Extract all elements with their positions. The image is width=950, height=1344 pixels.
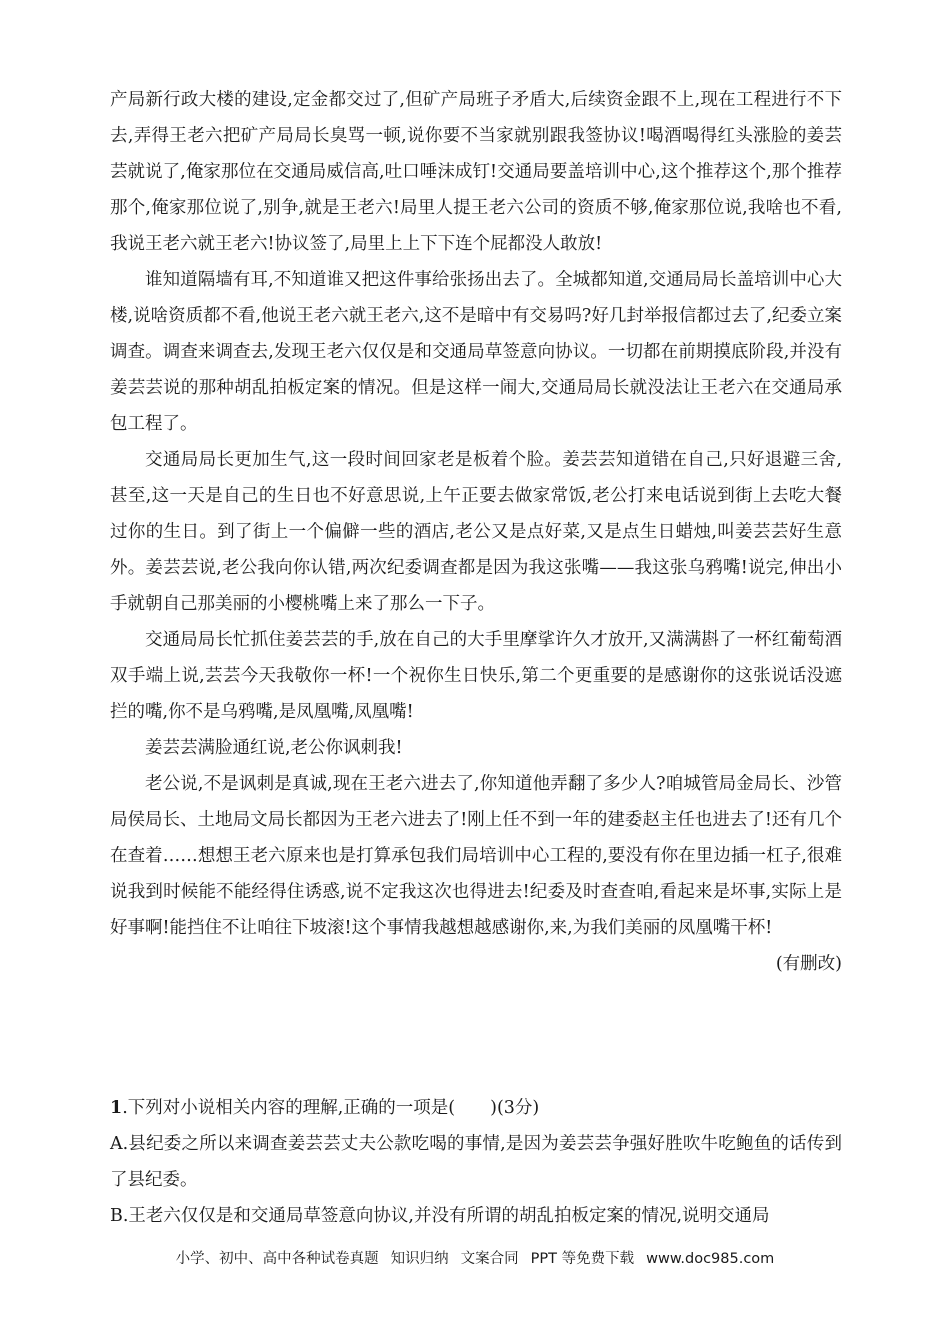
story-paragraph: 交通局局长更加生气,这一段时间回家老是板着个脸。姜芸芸知道错在自己,只好退避三舍,甚至,这一天是自己的生日也不好意思说,上午正要去做家常饭,老公打来电话说到街上去吃大餐过你的生日。到了街上一个偏僻一些的酒店,老公又是点好菜,又是点生日蜡烛,叫姜芸芸好生意外。姜芸芸说,老公我向你认错,两次纪委调查都是因为我这张嘴——我这张乌鸦嘴!说完,伸出小手就朝自己那美丽的小樱桃嘴上来了那么一下子。 [110,450,842,614]
story-paragraph: 交通局局长忙抓住姜芸芸的手,放在自己的大手里摩挲许久才放开,又满满斟了一杯红葡萄酒双手端上说,芸芸今天我敬你一杯!一个祝你生日快乐,第二个更重要的是感谢你的这张说话没遮拦的嘴,你不是乌鸦嘴,是凤凰嘴,凤凰嘴! [110,630,842,722]
story-paragraph: 姜芸芸满脸通红说,老公你讽刺我! [145,738,403,758]
story-paragraph: 谁知道隔墙有耳,不知道谁又把这件事给张扬出去了。全城都知道,交通局局长盖培训中心大楼,说啥资质都不看,他说王老六就王老六,这不是暗中有交易吗?好几封举报信都过去了,纪委立案调查。调查来调查去,发现王老六仅仅是和交通局草签意向协议。一切都在前期摸底阶段,并没有姜芸芸说的那种胡乱拍板定案的情况。但是这样一闹大,交通局局长就没法让王老六在交通局承包工程了。 [110,270,842,434]
question-option-a: A.县纪委之所以来调查姜芸芸丈夫公款吃喝的事情,是因为姜芸芸争强好胜吹牛吃鲍鱼的话传到了县纪委。 [110,1134,842,1190]
footer-item: 小学、初中、高中各种试卷真题 [175,1251,379,1267]
footer-item: 文案合同 [460,1251,519,1267]
question-number: 1 [110,1098,123,1118]
story-paragraph: 老公说,不是讽刺是真诚,现在王老六进去了,你知道他弄翻了多少人?咱城管局金局长、沙管局侯局长、土地局文局长都因为王老六进去了!刚上任不到一年的建委赵主任也进去了!还有几个在查着……想想王老六原来也是打算承包我们局培训中心工程的,要没有你在里边插一杠子,很难说我到时候能不能经得住诱惑,说不定我这次也得进去!纪委及时查查咱,看起来是坏事,实际上是好事啊!能挡住不让咱往下坡滚!这个事情我越想越感谢你,来,为我们美丽的凤凰嘴干杯! [110,774,842,938]
story-text [110,82,842,982]
question-block [110,1090,842,1234]
question-stem-text: .下列对小说相关内容的理解,正确的一项是( )(3分) [122,1098,540,1118]
footer-item: 知识归纳 [390,1251,449,1267]
question-stem [110,1090,842,1126]
source-note: (有删改) [775,954,842,974]
question-option-b: B.王老六仅仅是和交通局草签意向协议,并没有所谓的胡乱拍板定案的情况,说明交通局 [110,1206,770,1226]
story-paragraph: 产局新行政大楼的建设,定金都交过了,但矿产局班子矛盾大,后续资金跟不上,现在工程进行不下去,弄得王老六把矿产局局长臭骂一顿,说你要不当家就别跟我签协议!喝酒喝得红头涨脸的姜芸芸就说了,俺家那位在交通局威信高,吐口唾沫成钉!交通局要盖培训中心,这个推荐这个,那个推荐那个,俺家那位说了,别争,就是王老六!局里人提王老六公司的资质不够,俺家那位说,我啥也不看,我说王老六就王老六!协议签了,局里上上下下连个屁都没人敢放! [110,90,842,254]
footer-url[interactable]: www.doc985.com [646,1251,775,1267]
footer-item: PPT 等免费下载 [530,1251,635,1267]
page-footer [0,1247,950,1268]
